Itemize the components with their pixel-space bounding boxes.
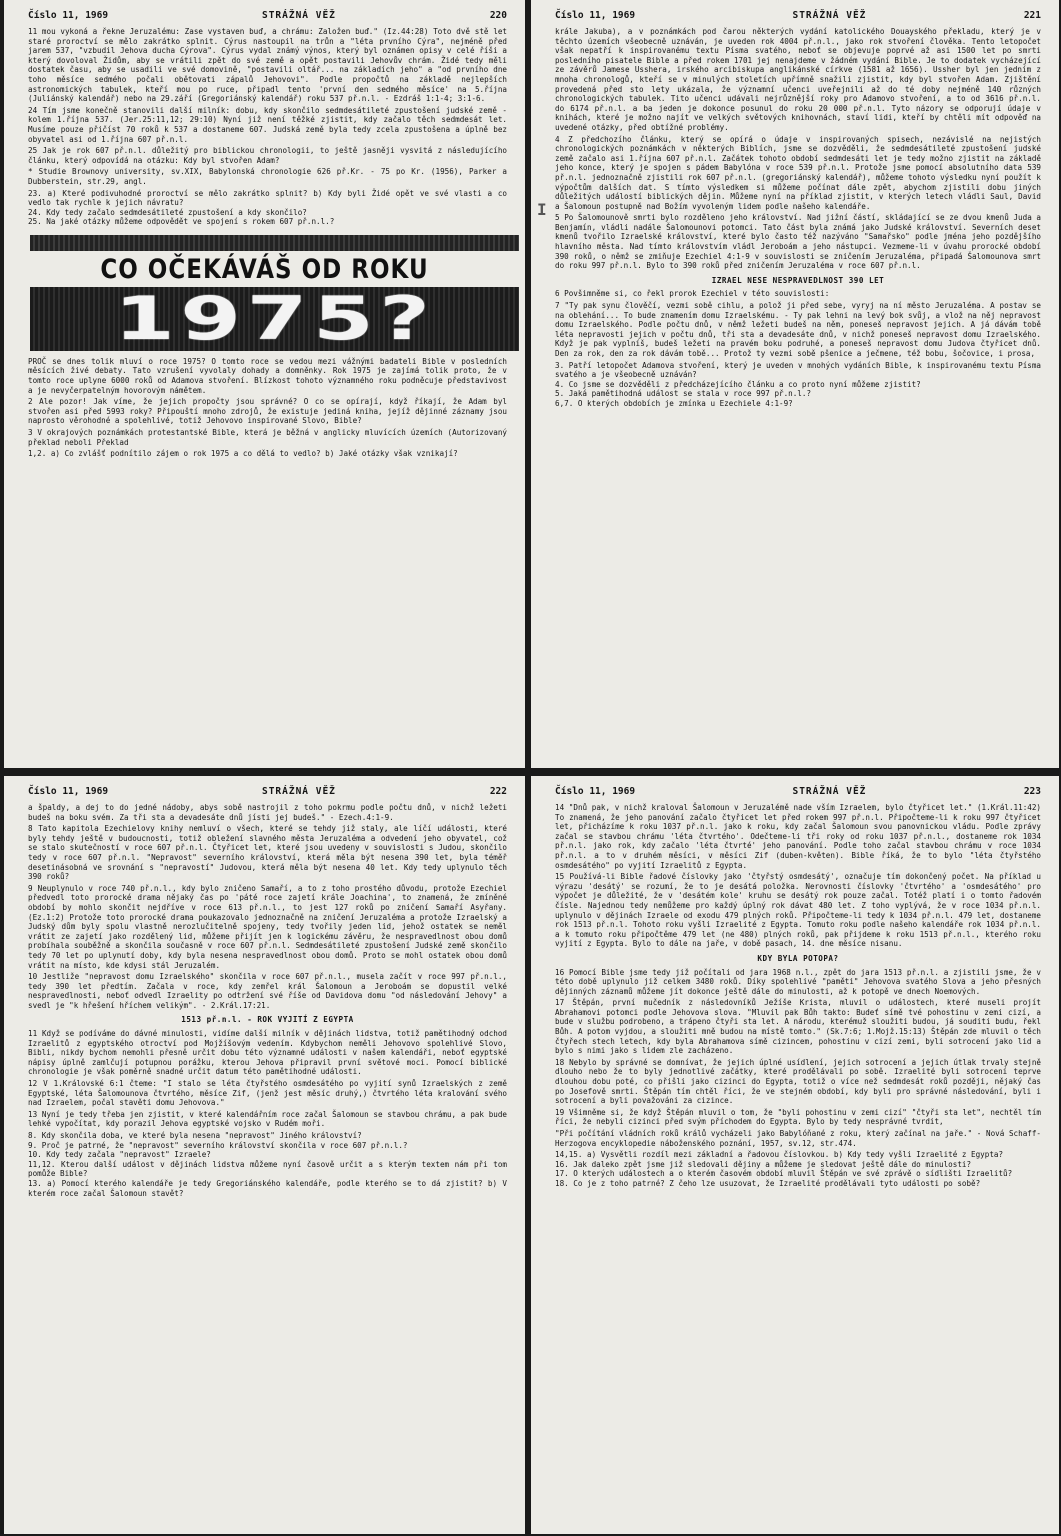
paragraph: 8 Tato kapitola Ezechielovy knihy nemluví o všech, které se tehdy již staly, ale líčí události, které byly tehdy ještě v budoucnosti, totiž obležení slavného města Jeruzaléma a odvedení jeho obyvatel, což se stalo skutečností v roce 607 př.n.l. Čtyřicet let, které jsou uvedeny v souvislosti s Judou, skončilo tedy v roce 607 př.n.l. "Nepravost" severního království, která měla být nesena 390 let, byla téměř desetinásobná ve srovnání s "nepravostí" Judovou, která měla být nesena 40 let. Kdy tedy uplynulo těch 390 roků? bbox=[28, 824, 507, 882]
study-question: 11,12. Kterou další událost v dějinách lidstva můžeme nyní časově určit a s kterým textem nám při tom pomůže Bible? bbox=[28, 1159, 507, 1179]
study-question: 14,15. a) Vysvětli rozdíl mezi základní a řadovou číslovkou. b) Kdy tedy vyšli Izraelité z Egypta? bbox=[555, 1150, 1004, 1160]
magazine-title: STRÁŽNÁ VĚŽ bbox=[261, 10, 336, 21]
page-220 bbox=[4, 0, 525, 768]
paragraph: 11 Když se podíváme do dávné minulosti, vidíme další milník v dějinách lidstva, totiž pamětihodný odchod Izraelitů z egyptského otroctví pod Mojžíšovým vedením. Kdybychom neměli Jehovovo spolehlivé Slovo, Bibli, nikdy bychom nemohli přesně určit dobu této významné události v našem kalendáři, neboť egyptské nápisy úplně zamlčují potupnou porážku, kterou Jehova připravil první světové moci. Pomocí biblické chronologie je však poměrně snadné určit datum této pamětihodné události. bbox=[28, 1029, 507, 1077]
page-number: 222 bbox=[489, 786, 507, 797]
section-heading: 1513 př.n.l. - ROK VYJITÍ Z EGYPTA bbox=[181, 1015, 354, 1025]
footnote: "Při počítání vládních roků králů vycházeli jako Babylóňané z roku, který začínal na jaře." - Nová Schaff-Herzogova encyklopedie náboženského poznání, 1957, sv.12, str.474. bbox=[555, 1129, 1041, 1148]
paragraph: 25 Jak je rok 607 př.n.l. důležitý pro biblickou chronologii, to ještě jasněji vysvitá z následujícího článku, který odpovídá na otázku: Kdy byl stvořen Adam? bbox=[28, 146, 507, 165]
study-question: 13. a) Pomocí kterého kalendáře je tedy Gregoriánského kalendáře, podle kterého se to dá zjistit? b) V kterém roce začal Šalomoun stavět? bbox=[28, 1178, 507, 1198]
page-header bbox=[28, 786, 507, 797]
paragraph: 6 Povšimněme si, co řekl prorok Ezechiel v této souvislosti: bbox=[555, 289, 830, 299]
paragraph: 5 Po Šalomounově smrti bylo rozděleno jeho království. Nad jižní částí, skládající se ze dvou kmenů Juda a Benjamín, vládli nadále Šalomounovi potomci. Tato část byla známá jako Judské království. Severních deset kmenů tvořilo Izraelské království, které bylo často též nazýváno "Samařsko" podle jména jeho pozdějšího hlavního města. Nad tímto královstvím vládl Jeroboám a jeho nástupci. Vezmeme-li v úvahu prorocké období 390 roků, o němž se zmiňuje Ezechiel 4:1-9 v souvislosti se zničením Jeruzaléma, připadá Šalomounova smrt do roku 997 př.n.l. Bylo to 390 roků před zničením Jeruzaléma v roce 607 př.n.l. bbox=[555, 213, 1041, 271]
study-question: 25. Na jaké otázky můžeme odpovědět ve spojení s rokem 607 př.n.l.? bbox=[28, 217, 335, 227]
section-heading: KDY BYLA POTOPA? bbox=[757, 953, 839, 963]
study-question: 5. Jaká pamětihodná událost se stala v roce 997 př.n.l.? bbox=[555, 389, 812, 399]
paragraph: 14 "Dnů pak, v nichž kraloval Šalomoun v Jeruzalémě nade vším Izraelem, bylo čtyřicet let." (1.Král.11:42) To znamená, že jeho panování začalo čtyřicet let před rokem 997 př.n.l. Připočteme-li k roku 997 čtyřicet let, přicházíme k roku 1037 př.n.l. jako k roku, kdy začal Šalomoun svou panovnickou vládu. Podle zprávy začal se stavbou chrámu 'léta čtvrtého'. Odečteme-li tři roky od roku 1037 př.n.l., dostaneme rok 1034 př.n.l. jako rok, kdy začalo 'léta čtvrté' jeho panování. Podle toho začal stavbou chrámu v roce 1034 př.n.l. a to v druhém měsíci, v měsíci Zif (duben-květen). Bible říká, že to bylo "léta čtyřstého osmdesátého" po vyjití Izraelitů z Egypta. bbox=[555, 803, 1041, 870]
article-title: CO OČEKÁVÁŠ OD ROKU bbox=[100, 254, 429, 285]
page-221 bbox=[531, 0, 1059, 768]
page-number: 223 bbox=[1023, 786, 1041, 797]
page-222 bbox=[4, 776, 525, 1534]
section-heading: IZRAEL NESE NESPRAVEDLNOST 390 LET bbox=[711, 275, 885, 285]
study-question: 8. Kdy skončila doba, ve které byla nesena "nepravost" Jiného království? bbox=[28, 1131, 362, 1140]
article-title-block bbox=[4, 235, 525, 354]
study-question: 10. Kdy tedy začala "nepravost" Izraele? bbox=[28, 1150, 211, 1160]
study-question: 3. Patří letopočet Adamova stvoření, který je uveden v mnohých vydáních Bible, k inspirovanému textu Písma svatého a je všeobecně uznáván? bbox=[555, 360, 1041, 380]
article-title-year: 1975? bbox=[113, 283, 436, 354]
study-question: 6,7. O kterých obdobích je zmínka u Ezechiele 4:1-9? bbox=[555, 398, 793, 408]
magazine-title: STRÁŽNÁ VĚŽ bbox=[792, 10, 867, 21]
paragraph: 7 "Ty pak synu člověčí, vezmi sobě cihlu, a polož ji před sebe, vyryj na ní město Jeruzaléma. A postav se na oblehání... To bude znamením domu Izraelskému. - Ty pak lehni na levý bok svůj, a vlož na něj nepravost domu Izraelského. Podle počtu dnů, v němž ležeti budeš na něm, poneseš nepravost jejich. A já dávám tobě léta nepravosti jejich v počtu dnů, tři sta a devadesáte dnů, v nichž poneseš nepravost domu Izraelského. Když je pak vyplníš, budeš ležeti na pravém boku podruhé, a poneseš nepravost domu Judova čtyřicet dnů. Den za rok, den za rok dávám tobě... Protož ty vezmi sobě pšenice a ječmene, též bobu, šočovice, i prosa, bbox=[555, 301, 1041, 358]
paragraph: 17 Štěpán, první mučedník z následovníků Ježíše Krista, mluvil o událostech, které museli projít Abrahamovi potomci podle Jehovova slova. "Mluvil pak Bůh takto: Budeť símě tvé pohostinu v zemi cizí, a bude v službu podrobeno, a trápeno čtyři sta let. A národu, kterémuž sloužiti budou, já souditi budu, řekl Bůh. A potom vyjdou, a sloužiti mně budou na místě tomto." (Sk.7:6; 1.Mojž.15:13) Štěpán zde mluvil o těch čtyřech stech letech, kdy byla Abrahamova símě cizincem, pohostinu v cizí zemi, byli sotrocení jako lid a bylo s nimi jako s lidem zle zacházeno. bbox=[555, 998, 1041, 1056]
page-223 bbox=[531, 776, 1059, 1534]
issue-label: Číslo 11, 1969 bbox=[28, 10, 109, 21]
paragraph: 9 Neuplynulo v roce 740 př.n.l., kdy bylo zničeno Samaří, a to z toho prostého důvodu, protože Ezechiel předvedl toto prorocké drama nějaký čas po 'páté roce zajetí krále Joachina', to znamená, že zmíněné období by mohlo skončit nejdříve v roce 613 př.n.l., to jest 127 roků po zničení Samaří Asyřany. (Ez.1:2) Protože toto prorocké drama poukazovalo jednoznačně na zničení Jeruzaléma a protože Izraelský a Judský dům byly spolu vlastně nerozlučitelně spojeny, tedy tvořily jeden lid, jehož ostatek se neměl vrátit ze zajetí jako rozdělený lid, můžeme přijít jen k logickému závěru, že nespravedlnost obou domů probíhala souběžně a skončila současně v roce 607 př.n.l. Sedmdesátileté zpustošení Judské země skončilo tedy 70 let po uplynutí doby, kdy byla nesena nespravedlnost obou domů. Proto se mohl ostatek obou domů vrátit na místo, kde kdysi stál Jeruzalém. bbox=[28, 883, 507, 970]
study-question: 1,2. a) Co zvlášť podnítilo zájem o rok 1975 a co dělá to vedlo? b) Jaké otázky však vznikají? bbox=[28, 449, 458, 459]
paragraph: 2 Ale pozor! Jak víme, že jejich propočty jsou správné? O co se opírají, když říkají, že Adam byl stvořen asi před 5993 roky? Připouští mnoho zdrojů, že existuje jediná kniha, jejíž dějinné záznamy jsou naprosto věrohodné a spolehlivé, totiž Jehovovo inspirované Slovo, Bible? bbox=[28, 397, 507, 426]
study-question: 17. O kterých událostech a o kterém časovém období mluvil Štěpán ve své zprávě o sídlišti Izraelitů? bbox=[555, 1169, 1013, 1179]
study-question: 16. Jak daleko zpět jsme již sledovali dějiny a můžeme je sledovat ještě dále do minulosti? bbox=[555, 1159, 972, 1169]
margin-mark: I bbox=[537, 200, 547, 219]
magazine-title: STRÁŽNÁ VĚŽ bbox=[261, 786, 336, 797]
study-question: 24. Kdy tedy začalo sedmdesátileté zpustošení a kdy skončilo? bbox=[28, 207, 307, 217]
paragraph: 19 Všimněme si, že když Štěpán mluvil o tom, že "byli pohostinu v zemi cizí" "čtyři sta let", nechtěl tím říci, že nebyli cizinci před svým příchodem do Egypta. Bylo by tedy nesprávné tvrdit, bbox=[555, 1107, 1041, 1127]
issue-label: Číslo 11, 1969 bbox=[555, 786, 636, 797]
page-number: 221 bbox=[1023, 10, 1041, 21]
paragraph: 11 mou vykoná a řekne Jeruzalému: Zase vystaven buď, a chrámu: Založen buď." (Iz.44:28) Toto dvě stě let staré proroctví se mělo zakrátko splnit. Cýrus nastoupil na trůn a "léta prvního Cýra", nejméně před jarem 537, "vzbudil Jehova ducha Cýrova". Cýrus vydal známý výnos, který byl oznámen opisy v celé říši a který dovoloval Židům, aby se vrátili zpět do své země a opět postavili Jehovův chrám. Židé tedy měli dostatek času, aby se usadili ve své domovině, "postavili oltář... na základích jeho" a "od prvního dne toho měsíce sedmého počali obětovati zápalů Jehovovi". Podle propočtů na základě nejlepších astronomických tabulek, kteří mou po ruce, připadl tento 'první den sedmého měsíce' na 5.října (Juliánský kalendář) nebo na 29.září (Gregoriánský kalendář) roku 537 př.n.l. - Ezdráš 1:1-4; 3:1-6. bbox=[28, 27, 507, 104]
study-question: 4. Co jsme se dozvěděli z předcházejícího článku a co proto nyní můžeme zjistit? bbox=[555, 379, 921, 389]
paragraph: 15 Používá-li Bible řadové číslovky jako 'čtyřstý osmdesátý', označuje tím dokončený počet. Na příklad u výrazu 'desátý' se rozumí, že to je desátá položka. Nerovnosti číslovky 'čtvrtého' a 'osmdesátého' pro výpočet je důležité, že v 'desátém kole' kruhu se desátý rok pouze začal. Totéž platí i o tomto řadovém čísle. Najednou tedy nemůžeme pro každý úplný rok dávat 480 let. Z toho vyplývá, že v roce 1034 př.n.l. uplynulo v dějinách Izraele od exodu 479 plných roků. Připočteme-li tedy k 1034 př.n.l. 479 let, dostaneme rok 1513 př.n.l. Tohoto roku vyšli Izraelité z Egypta. Tomuto roku podle našeho kalendáře rok 1034 př.n.l. a k tomuto roku připočtěme 479 let (ne 480) plných roků, pak přijdeme k roku 1513 př.n.l., kterého roku vyjití z Egypta. Bylo to dále na jaře, v době pasach, 14. dne měsíce nisanu. bbox=[555, 872, 1041, 949]
title-bar-decoration bbox=[30, 235, 519, 251]
paragraph: 12 V 1.Královské 6:1 čteme: "I stalo se léta čtyřstého osmdesátého po vyjití synů Izraelských z země Egyptské, léta Šalomounova čtvrtého, měsíce Zif, (jenž jest měsíc druhý,) čtvrtého léta kralování svého nad Izraelem, počal stavěti domu Jehovova." bbox=[28, 1079, 507, 1108]
page-header bbox=[28, 10, 507, 21]
page-body-continued bbox=[28, 357, 507, 459]
page-body bbox=[28, 803, 507, 1198]
year-banner bbox=[30, 283, 519, 354]
paragraph: 3 V okrajových poznámkách protestantské Bible, která je běžná v anglicky mluvících územích (Autorizovaný překlad neboli Překlad bbox=[28, 428, 507, 447]
page-body bbox=[555, 27, 1041, 409]
page-number: 220 bbox=[489, 10, 507, 21]
paragraph: 4 Z předchozího článku, který se opírá o údaje v inspirovaných spisech, nezávislé na nejistých chronologických poznámkách v některých Biblích, jsme se dozvěděli, že sedmdesátileté zpustošení judské země začalo asi 1.října 607 př.n.l. Začátek tohoto období sedmdesáti let je tedy možno zjistit na základě jeho konce, který je spojen s pádem Babylóna v roce 539 př.n.l. Protože jsme pomocí absolutního data 539 př.n.l. jednoznačně zjistili rok 607 př.n.l. (gregoriánský kalendář), můžeme tohoto výsledku nyní použít k výpočtům dalších dat. S tímto výsledkem si můžeme počínat dále zpět, abychom zjistili dobu jiných důležitých událostí biblických dějin. Můžeme nyní na příklad zjistit, v kterých letech vládli Saul, David a Šalomoun postupně nad Božím vyvoleným lidem podle našeho kalendáře. bbox=[555, 134, 1041, 211]
paragraph: a špaldy, a dej to do jedné nádoby, abys sobě nastrojil z toho pokrmu podle počtu dnů, v nichž ležeti budeš na boku svém. Za tři sta a devadesáte dnů jísti jej budeš." - Ezech.4:1-9. bbox=[28, 803, 507, 822]
paragraph: 18 Nebylo by správné se domnívat, že jejich úplné usídlení, jejich sotrocení a jejich útlak trvaly stejně dlouho nebo že to byly jednotlivé začátky, které prodělávali po sobě. Izraelité byli sotrocení teprve dlouhou dobu poté, co přišli jako cizinci do Egypta, totiž o více než sedmdesát roků později, nějaký čas po Josefově smrti. Štěpán tím chtěl říci, že ve stejném období, kdy byli pro správné následování, byli i sotrocení a byli považováni za cizince. bbox=[555, 1057, 1041, 1106]
study-question: 23. a) Které podivuhodné proroctví se mělo zakrátko splnit? b) Kdy byli Židé opět ve své vlasti a co vedlo tak rychle k jejich návratu? bbox=[28, 188, 507, 208]
page-header bbox=[555, 786, 1041, 797]
study-question: 9. Proč je patrné, že "nepravost" severního království skončila v roce 607 př.n.l.? bbox=[28, 1140, 408, 1150]
page-body bbox=[555, 803, 1041, 1189]
paragraph: 24 Tím jsme konečně stanovili další milník: dobu, kdy skončilo sedmdesátileté zpustošení judské země - kolem 1.října 537. (Jer.25:11,12; 29:10) Nyní již není těžké zjistit, kdy začalo těch sedmdesát let. Musíme pouze přičíst 70 roků k 537 a dostaneme 607. Judská země byla tedy zcela zpustošena a úplně bez obyvatel asi od 1.října 607 př.n.l. bbox=[28, 105, 507, 144]
issue-label: Číslo 11, 1969 bbox=[555, 10, 636, 21]
paragraph: 16 Pomocí Bible jsme tedy již počítali od jara 1968 n.l., zpět do jara 1513 př.n.l. a zjistili jsme, že v této době uplynulo již celkem 3480 roků. Díky spolehlivé "paměti" Jehovova svatého Slova a jeho přesných dějinných záznamů můžeme jít dokonce ještě dále do minulosti, až k potopě ve dnech Noemových. bbox=[555, 967, 1041, 996]
page-header bbox=[555, 10, 1041, 21]
page-body bbox=[28, 27, 507, 227]
paragraph: krále Jakuba), a v poznámkách pod čarou některých vydání katolického Douayského překladu, který je v těchto územích všeobecně uznáván, je uveden rok 4004 př.n.l., jako rok stvoření člověka. Tento letopočet však nepatří k inspirovanému textu Písma svatého, neboť se objevuje poprvé až asi 1500 let po smrti posledního pisatele Bible a před rokem 1701 jej nenajdeme v žádném vydání Bible. Je to dodatek vycházející ze závěrů Jamese Usshera, irského arcibiskupa anglikánské církve (1581 až 1656). Ussher byl jen jedním z mnoha chronologů, kteří se v minulých stoletích upřímně snažili zjistit, kdy byl stvořen Adam. Zjištění provedená před sto lety ukázala, že významní učenci uveřejnili až do té doby nejméně 140 různých chronologických tabulek. Tito učenci udávali nejrůznější roky pro Adamovo stvoření, a to od 3616 př.n.l. do 6174 př.n.l. a ba jeden je dokonce posunul do roku 20 000 př.n.l. Tyto názory se odporují údaje v knihách, které je možno najít ve velkých světových knihovnách, staví lidi, kteří by chtěli mít odpověď na uvedené otázky, před obtížné problémy. bbox=[555, 27, 1041, 132]
issue-label: Číslo 11, 1969 bbox=[28, 786, 109, 797]
footnote: * Studie Brownovy university, sv.XIX, Babylonská chronologie 626 př.Kr. - 75 po Kr. (1956), Parker a Dubberstein, str.29, angl. bbox=[28, 167, 507, 186]
paragraph: PROČ se dnes tolik mluví o roce 1975? O tomto roce se vedou mezi vážnými badateli Bible v posledních měsících živé debaty. Tato vzrušení vyvolaly dohady a domněnky. Rok 1975 je zajímá tolik proto, že v tomto roce uplyne 6000 roků od Adamova stvoření. Blízkost tohoto významného roku podněcuje představivost a je nevyčerpatelným hovorovým námětem. bbox=[28, 356, 507, 395]
paragraph: 10 Jestliže "nepravost domu Izraelského" skončila v roce 607 př.n.l., musela začít v roce 997 př.n.l., tedy 390 let předtím. Začala v roce, kdy zemřel král Šalomoun a Jeroboám se dopustil velké nespravedlnosti, neboť odvedl Izraelity po odtržení své říše od Davidova domu "od následování Jehovy" a svedl je "k hřešení hříchem velikým". - 2.Král.17:21. bbox=[28, 972, 507, 1010]
magazine-title: STRÁŽNÁ VĚŽ bbox=[792, 786, 867, 797]
study-question: 18. Co je z toho patrné? Z čeho lze usuzovat, že Izraelité prodělávali tyto události po sobě? bbox=[555, 1178, 981, 1188]
paragraph: 13 Nyní je tedy třeba jen zjistit, v které kalendářním roce začal Šalomoun se stavbou chrámu, a pak bude lehké vypočítat, kdy porazil Jehova egyptské vojsko v Rudém moři. bbox=[28, 1109, 507, 1129]
